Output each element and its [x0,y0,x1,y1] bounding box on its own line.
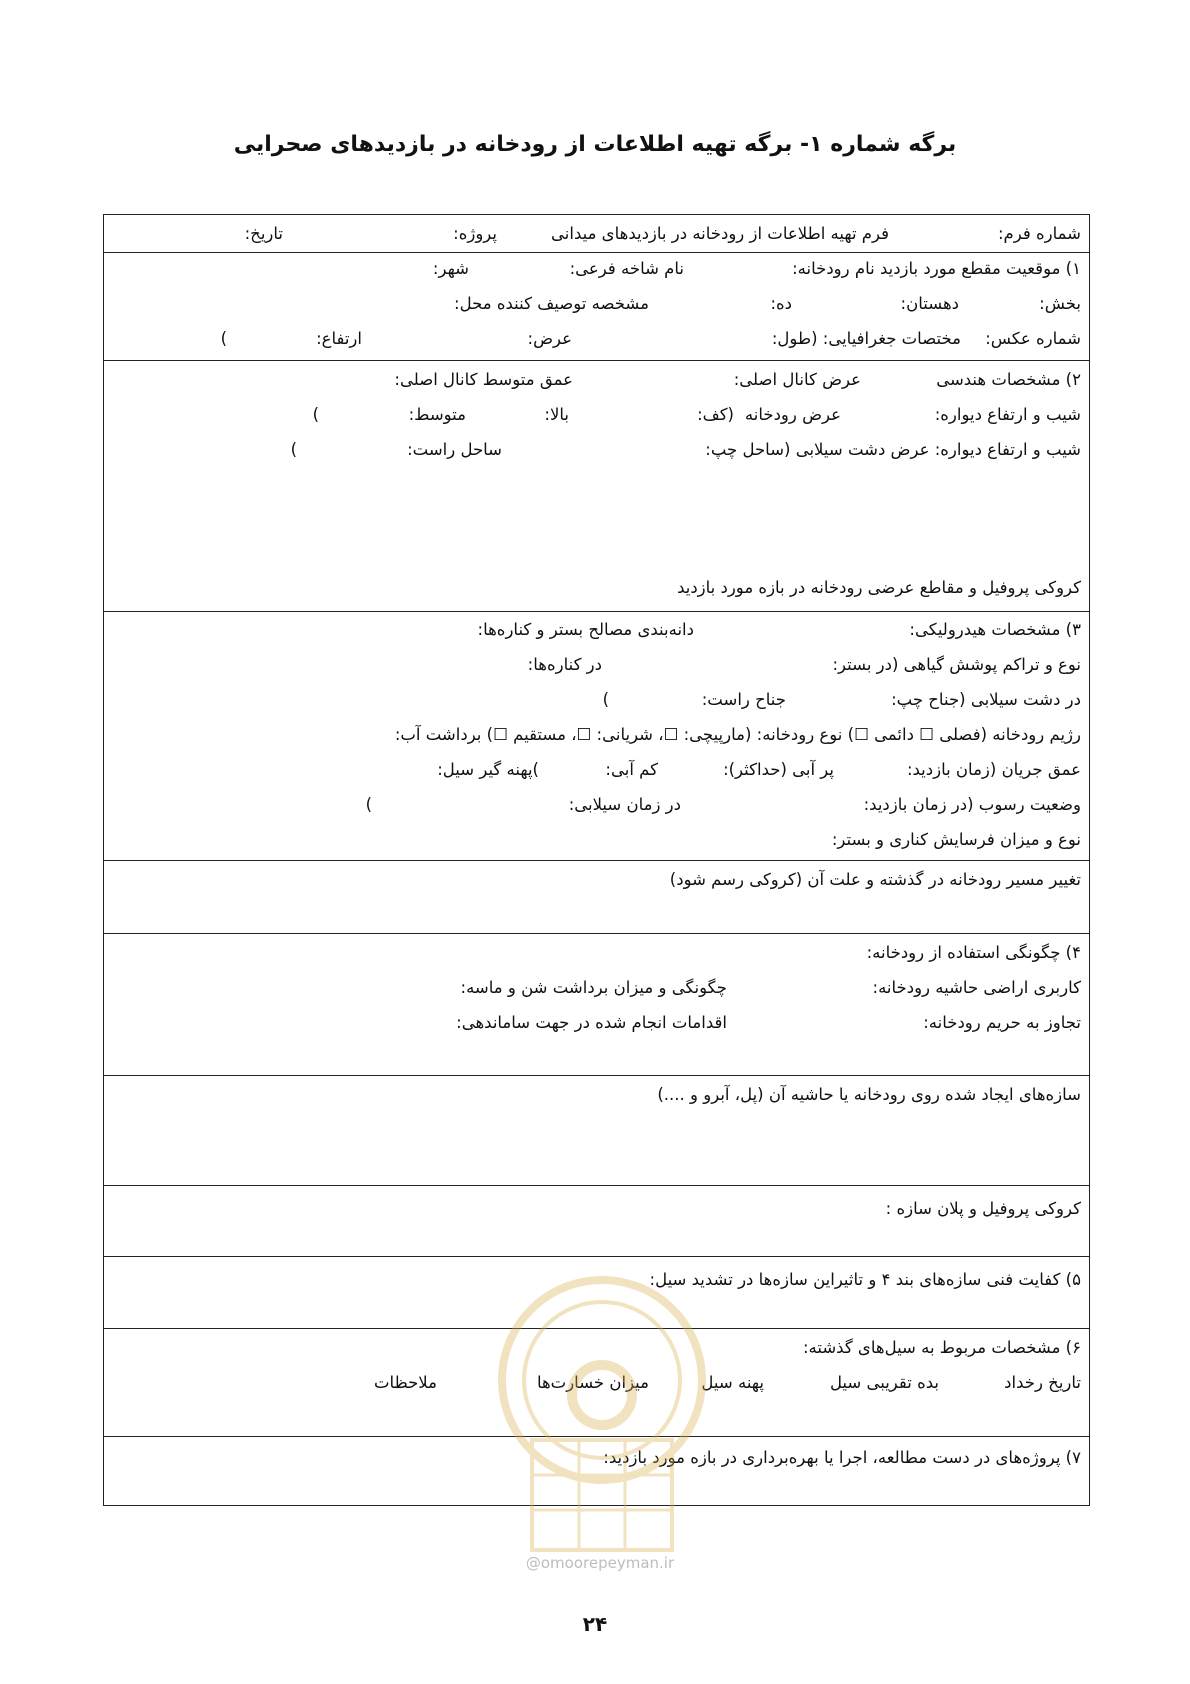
section-location [104,253,1089,361]
technical-adequacy-label: ۵) کفایت فنی سازه‌های بند ۴ و تاثیراین سازه‌ها در تشدید سیل: [649,1270,1081,1289]
page-title: برگه شماره ۱- برگه تهیه اطلاعات از رودخانه در بازدیدهای صحرایی [233,132,957,157]
past-floods-heading: ۶) مشخصات مربوط به سیل‌های گذشته: [802,1338,1081,1357]
floodplain-close: ) [290,440,297,459]
geometry-heading: ۲) مشخصات هندسی [936,370,1081,389]
river-use-heading: ۴) چگونگی استفاده از رودخانه: [866,943,1081,962]
profile-sketch-label: کروکی پروفیل و مقاطع عرضی رودخانه در بازه مورد بازدید [677,578,1081,597]
width-close: ) [312,405,319,424]
elevation-label: ارتفاع: [316,329,362,348]
flow-depth-label: عمق جریان (زمان بازدید: [906,760,1081,779]
sediment-flood-label: در زمان سیلابی: [568,795,681,814]
photo-number-label: شماره عکس: [985,329,1081,348]
village-label: ده: [770,294,792,313]
flood-date-column: تاریخ رخداد [1004,1373,1081,1392]
floodplain-left-label: در دشت سیلابی (جناح چپ: [891,690,1081,709]
projects-label: ۷) پروژه‌های در دست مطالعه، اجرا یا بهره‌برداری در بازه مورد بازدید: [603,1448,1081,1467]
vegetation-banks-label: در کناره‌ها: [527,655,602,674]
average-label: متوسط: [408,405,466,424]
high-water-label: پر آبی (حداکثر): [723,760,834,779]
site-descriptor-label: مشخصه توصیف کننده محل: [454,294,649,313]
date-label: تاریخ: [244,224,283,243]
structures-label: سازه‌های ایجاد شده روی رودخانه یا حاشیه آن (پل، آبرو و ....) [657,1085,1081,1104]
main-channel-width-label: عرض کانال اصلی: [733,370,861,389]
encroachment-label: تجاوز به حریم رودخانه: [923,1013,1081,1032]
flood-extent-column: پهنه سیل [701,1373,764,1392]
section-hydraulic [104,612,1089,861]
bank-slope-label: شیب و ارتفاع دیواره: [934,405,1081,424]
page-number: ۲۴ [582,1612,608,1636]
top-label: بالا: [544,405,569,424]
district-label: بخش: [1039,294,1081,313]
form-title-label: فرم تهیه اطلاعات از رودخانه در بازدیدهای میدانی [551,224,889,243]
latitude-label: عرض: [527,329,572,348]
river-width-label: عرض رودخانه [744,405,841,424]
low-water-label: کم آبی: [605,760,658,779]
form-number-label: شماره فرم: [997,224,1081,243]
coordinates-close: ) [220,329,227,348]
erosion-label: نوع و میزان فرسایش کناری و بستر: [831,830,1081,849]
tributary-label: نام شاخه فرعی: [569,259,684,278]
project-label: پروژه: [453,224,497,243]
floodplain-veg-close: ) [602,690,609,709]
river-name-label: ۱) موقعیت مقطع مورد بازدید نام رودخانه: [792,259,1081,278]
city-label: شهر: [432,259,469,278]
land-use-label: کاربری اراضی حاشیه رودخانه: [872,978,1081,997]
section-geometry [104,361,1089,612]
watermark-text: @omoorepeyman.ir [525,1554,675,1572]
vegetation-bed-label: نوع و تراکم پوشش گیاهی (در بستر: [832,655,1081,674]
section-river-use [104,934,1089,1076]
regulation-measures-label: اقدامات انجام شده در جهت ساماندهی: [456,1013,727,1032]
flood-extent-label: )پهنه گیر سیل: [437,760,539,779]
hydraulic-heading: ۳) مشخصات هیدرولیکی: [909,620,1081,639]
course-change-label: تغییر مسیر رودخانه در گذشته و علت آن (کروکی رسم شود) [669,870,1081,889]
header-row [104,215,1089,253]
remarks-column: ملاحظات [374,1373,437,1392]
structure-sketch-label: کروکی پروفیل و پلان سازه : [885,1199,1081,1218]
main-channel-depth-label: عمق متوسط کانال اصلی: [394,370,573,389]
river-regime-label: رژیم رودخانه (فصلی ☐ دائمی ☐) نوع رودخانه: (مارپیچی: ☐، شریانی: ☐، مستقیم ☐) برداشت آب: [394,725,1081,744]
flood-discharge-column: بده تقریبی سیل [829,1373,939,1392]
bed-label: (کف: [697,405,734,424]
seal-watermark-icon [492,1260,712,1560]
section-structures [104,1076,1089,1186]
coordinates-label: مختصات جغرافیایی: (طول: [771,329,961,348]
bed-material-label: دانه‌بندی مصالح بستر و کناره‌ها: [477,620,694,639]
sand-extraction-label: چگونگی و میزان برداشت شن و ماسه: [460,978,727,997]
sediment-label: وضعیت رسوب (در زمان بازدید: [863,795,1081,814]
rural-district-label: دهستان: [900,294,959,313]
flood-damage-column: میزان خسارت‌ها [536,1373,649,1392]
section-structure-sketch [104,1186,1089,1257]
section-course-change [104,861,1089,934]
sediment-close: ) [365,795,372,814]
floodplain-width-label: شیب و ارتفاع دیواره: عرض دشت سیلابی (ساحل چپ: [705,440,1081,459]
floodplain-right-label: جناح راست: [701,690,786,709]
right-bank-label: ساحل راست: [407,440,502,459]
